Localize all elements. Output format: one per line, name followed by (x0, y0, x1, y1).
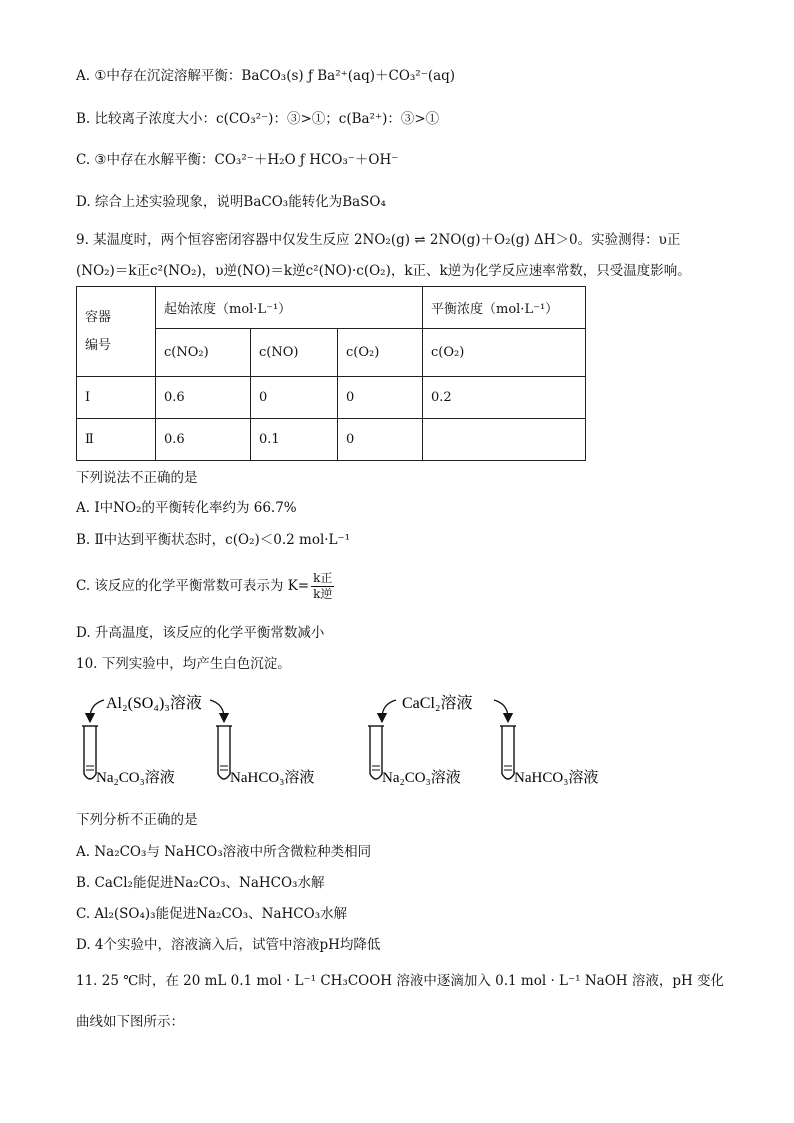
q8-option-b: B. 比较离子浓度大小：c(CO₃²⁻)：③>①；c(Ba²⁺)：③>① (76, 111, 440, 127)
q9-option-c (76, 568, 334, 604)
q9-stem-line1: 9. 某温度时，两个恒容密闭容器中仅发生反应 2NO₂(g) ⇌ 2NO(g)＋O₂(g) ΔH＞0。实验测得：υ正 (76, 232, 681, 248)
table-header-container (77, 287, 156, 377)
rate-constant-fraction (311, 571, 334, 602)
subheader-c-o2-eq: c(O₂) (423, 329, 586, 377)
reagent-left-label: Al₂(SO₄)₃溶液 (106, 695, 202, 712)
arrow-left-a (90, 700, 104, 718)
table-row (77, 419, 586, 461)
table-cell: 0.6 (156, 419, 251, 461)
q10-option-b: B. CaCl₂能促进Na₂CO₃、NaHCO₃水解 (76, 875, 325, 891)
q9-data-table (76, 286, 586, 461)
tube-label: Na₂CO₃溶液 (382, 770, 461, 786)
reagent-right-label: CaCl₂溶液 (402, 695, 473, 712)
header-initial-concentration: 起始浓度（mol·L⁻¹） (156, 287, 423, 329)
arrow-right-a (382, 700, 396, 718)
table-cell: 0.6 (156, 377, 251, 419)
q8-option-d: D. 综合上述实验现象，说明BaCO₃能转化为BaSO₄ (76, 194, 386, 210)
q11-stem-line1: 11. 25 ℃时，在 20 mL 0.1 mol · L⁻¹ CH₃COOH 溶液中逐滴加入 0.1 mol · L⁻¹ NaOH 溶液，pH 变化 (76, 973, 725, 989)
q8-option-a: A. ①中存在沉淀溶解平衡：BaCO₃(s) ƒ Ba²⁺(aq)＋CO₃²⁻(aq) (76, 68, 456, 84)
q9-option-b: B. Ⅱ中达到平衡状态时，c(O₂)＜0.2 mol·L⁻¹ (76, 532, 351, 548)
tube-label: Na₂CO₃溶液 (96, 770, 175, 786)
arrow-right-b (494, 700, 508, 718)
fraction-denominator: k逆 (313, 587, 333, 601)
table-row (77, 377, 586, 419)
q9-stem-line2: (NO₂)＝k正c²(NO₂)，υ逆(NO)＝k逆c²(NO)·c(O₂)，k正、k逆为化学反应速率常数，只受温度影响。 (76, 263, 691, 279)
header-container-label: 容器 (85, 309, 112, 325)
header-number-label: 编号 (85, 337, 112, 353)
q10-option-a: A. Na₂CO₃与 NaHCO₃溶液中所含微粒种类相同 (76, 844, 372, 860)
subheader-c-no2: c(NO₂) (156, 329, 251, 377)
q9-option-c-text: C. 该反应的化学平衡常数可表示为 K= (76, 578, 310, 594)
q11-stem-line2: 曲线如下图所示： (76, 1014, 184, 1030)
table-cell: Ⅰ (77, 377, 156, 419)
q9-option-d: D. 升高温度，该反应的化学平衡常数减小 (76, 625, 325, 641)
q10-option-d: D. 4个实验中，溶液滴入后，试管中溶液pH均降低 (76, 937, 381, 953)
table-cell: 0 (251, 377, 338, 419)
q8-option-c: C. ③中存在水解平衡：CO₃²⁻＋H₂O ƒ HCO₃⁻＋OH⁻ (76, 152, 399, 168)
subheader-c-o2: c(O₂) (338, 329, 423, 377)
q9-option-a: A. Ⅰ中NO₂的平衡转化率约为 66.7% (76, 500, 297, 516)
q9-prompt: 下列说法不正确的是 (76, 470, 198, 486)
table-cell: 0 (338, 419, 423, 461)
table-cell: Ⅱ (77, 419, 156, 461)
q10-option-c: C. Al₂(SO₄)₃能促进Na₂CO₃、NaHCO₃水解 (76, 906, 348, 922)
header-equilibrium-concentration: 平衡浓度（mol·L⁻¹） (423, 287, 586, 329)
q10-prompt: 下列分析不正确的是 (76, 812, 198, 828)
table-cell (423, 419, 586, 461)
table-cell: 0.2 (423, 377, 586, 419)
arrow-left-b (210, 700, 224, 718)
table-cell: 0 (338, 377, 423, 419)
q10-stem: 10. 下列实验中，均产生白色沉淀。 (76, 656, 291, 672)
fraction-numerator: k正 (313, 571, 333, 585)
tube-label: NaHCO₃溶液 (514, 770, 599, 786)
tube-label: NaHCO₃溶液 (230, 770, 315, 786)
table-cell: 0.1 (251, 419, 338, 461)
q10-experiment-diagram (76, 688, 636, 798)
subheader-c-no: c(NO) (251, 329, 338, 377)
